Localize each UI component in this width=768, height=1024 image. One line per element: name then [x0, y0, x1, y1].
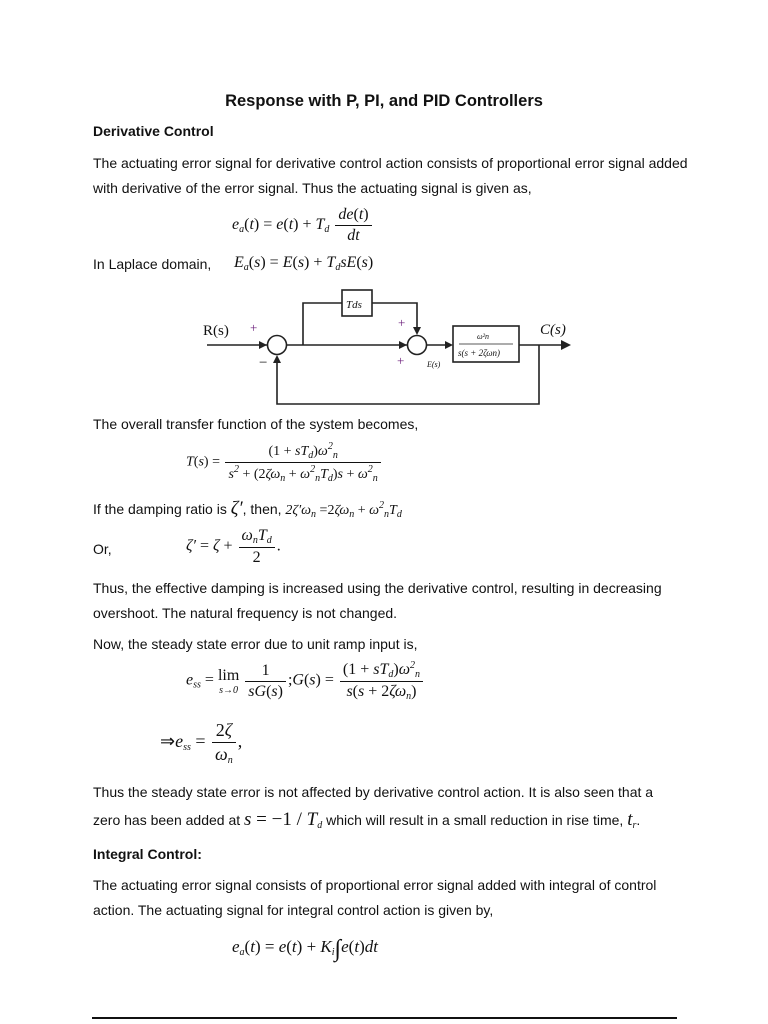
- plus-sign-2: +: [398, 315, 406, 330]
- equation-sse-definition: $e_{ss}$ = lim s→0 $\frac{1}{sG(s)}$ ;G(s) = $\frac{(1 + sT_d)\omega^2_n}{s(s + 2\zeta\omega_n)}$: [186, 660, 425, 702]
- sse-paragraph-line2: zero has been added at $s = -1 / T_d$ which will result in a small reduction in rise time, $t_r$.: [93, 809, 641, 831]
- effect-paragraph: Thus, the effective damping is increased using the derivative control, resulting in decreasing overshoot. The natural frequency is not changed.: [93, 580, 662, 621]
- laplace-label: In Laplace domain,: [93, 256, 212, 272]
- equation-transfer-function: T(s) = $\frac{(1 + sT_d)\omega^2_n}{s^2 + (2\zeta\omega_n + \omega^2_nT_d)s + \omega^2_n}$: [186, 441, 383, 484]
- equation-laplace: $E_a(s) = E(s) + T_dsE(s)$: [234, 254, 374, 273]
- plant-denominator: s(s + 2ζωn): [458, 348, 501, 358]
- minus-sign: −: [259, 355, 268, 371]
- zero-location: $s = -1 / T_d$: [244, 809, 323, 831]
- summing-junction-2: [408, 336, 427, 355]
- output-label: C(s): [540, 322, 566, 338]
- page-title: Response with P, PI, and PID Controllers: [225, 92, 543, 110]
- plant-numerator: ω²n: [477, 332, 490, 341]
- zero-suffix: which will result in a small reduction in rise time,: [326, 812, 624, 828]
- input-label: R(s): [203, 323, 229, 339]
- derivative-intro: The actuating error signal for derivative control action consists of proportional error signal added with derivative of the error signal. Thus the actuating signal is given as,: [93, 155, 688, 196]
- damping-line: [93, 494, 693, 528]
- block-diagram: [195, 283, 580, 409]
- ramp-intro: Now, the steady state error due to unit ramp input is,: [93, 636, 418, 652]
- zero-prefix: zero has been added at: [93, 812, 241, 828]
- integral-intro: The actuating error signal consists of proportional error signal added with integral of control action. The actuating signal for integral control action is given by,: [93, 877, 657, 918]
- footer-rule: [92, 1017, 677, 1019]
- plus-sign-1: +: [250, 320, 258, 335]
- equation-effective-damping: ζ′ = ζ + $\frac{\omega_nT_d}{2}$ .: [186, 527, 281, 566]
- summing-junction-1: [268, 336, 287, 355]
- or-label: Or,: [93, 541, 112, 557]
- zeta-prime-symbol: ζ′: [230, 498, 243, 519]
- derivative-heading: Derivative Control: [93, 123, 214, 139]
- error-label: E(s): [427, 360, 441, 369]
- equation-sse-result: $\Rightarrow e_{ss}$ = $\frac{2\zeta}{\omega_n}$ ,: [160, 720, 243, 766]
- equation-integral-signal: $e_a(t) = e(t) + K_i\int e(t)dt$: [232, 936, 378, 962]
- rise-time-symbol: $t_r$: [627, 809, 637, 831]
- equation-actuating-signal: $e_a(t) = e(t) + T_d$ $\frac{de(t)}{dt}$: [232, 206, 374, 245]
- derivative-block-label: Tds: [346, 299, 362, 311]
- damping-prefix: If the damping ratio is: [93, 501, 227, 517]
- damping-then: , then,: [242, 501, 282, 517]
- sse-paragraph-line1: Thus the steady state error is not affected by derivative control action. It is also seen that a: [93, 784, 654, 800]
- integral-heading: Integral Control:: [93, 846, 202, 862]
- equation-damping: $2\zeta'\omega_n =2\zeta\omega_n + \omega^2_nT_d$: [285, 500, 402, 520]
- plus-sign-3: +: [397, 353, 405, 368]
- tf-intro: The overall transfer function of the system becomes,: [93, 416, 419, 432]
